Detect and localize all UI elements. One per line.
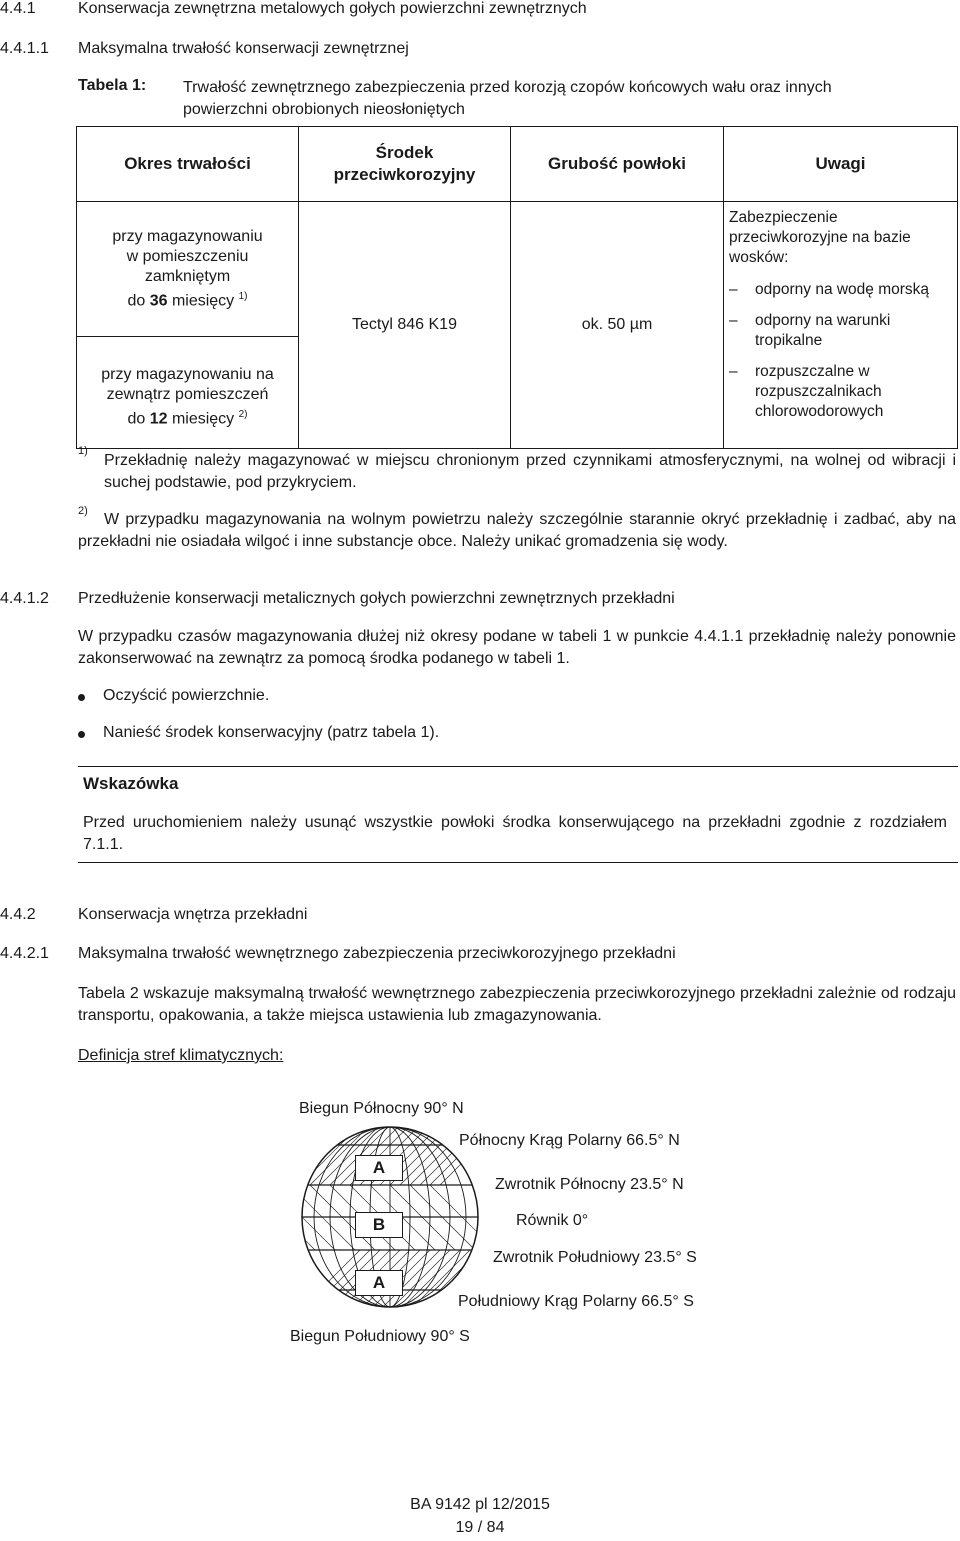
arctic-circle-label: Północny Krąg Polarny 66.5° N	[459, 1132, 680, 1149]
tropic-of-cancer-label: Zwrotnik Północny 23.5° N	[495, 1176, 684, 1193]
section-number: 4.4.1.2	[0, 590, 49, 607]
table-1-caption	[183, 77, 832, 121]
remark-item: – odporny na wodę morską	[729, 280, 949, 300]
table-1-caption-line: Trwałość zewnętrznego zabezpieczenia przed korozją czopów końcowych wału oraz innych	[183, 79, 832, 96]
hint-title: Wskazówka	[83, 774, 179, 793]
hint-text: Przed uruchomieniem należy usunąć wszystkie powłoki środka konserwującego na przekładni zgodnie z rozdziałem 7.1.1.	[83, 814, 947, 853]
duration-months: 36	[149, 292, 168, 310]
south-pole-label: Biegun Południowy 90° S	[290, 1328, 470, 1345]
table-1-label: Tabela 1:	[78, 77, 147, 94]
period-line: przy magazynowaniu na	[101, 366, 274, 383]
agent-cell: Tectyl 846 K19	[299, 202, 511, 449]
footnote-mark: 1)	[78, 445, 88, 457]
hint-bottom-rule	[78, 862, 958, 863]
header-agent: Środek przeciwkorozyjny	[299, 127, 511, 202]
period-line: w pomieszczeniu	[126, 247, 249, 265]
paragraph-4-4-2-1: Tabela 2 wskazuje maksymalną trwałość wewnętrznego zabezpieczenia przeciwkorozyjnego przekładni zależnie od rodzaju transportu, opakowania, a także miejsca ustawienia lub zmagazynowania.	[78, 985, 956, 1024]
bullet-text: Nanieść środek konserwacyjny (patrz tabela 1).	[103, 724, 440, 741]
bullet-text: Oczyścić powierzchnie.	[103, 687, 270, 704]
header-period: Okres trwałości	[77, 127, 299, 202]
header-thickness: Grubość powłoki	[511, 127, 724, 202]
footer-doc-id: BA 9142 pl 12/2015	[410, 1496, 550, 1513]
period-line: przy magazynowaniu	[112, 227, 263, 245]
remarks-cell	[724, 202, 958, 449]
header-remarks: Uwagi	[724, 127, 958, 202]
period-duration	[78, 287, 297, 311]
bullet-dot	[78, 694, 85, 701]
remark-item: – rozpuszczalne w rozpuszczalnikach chlorowodorowych	[729, 362, 949, 422]
duration-unit: miesięcy	[167, 292, 239, 310]
footnote-2: W przypadku magazynowania na wolnym powietrzu należy szczególnie starannie okryć przekładnię i zadbać, aby na przekładni nie osiadała wilgoć i inne substancje obce. Należy unikać gromadzenia się wody.	[78, 511, 956, 550]
period-line: zewnątrz pomieszczeń	[106, 386, 269, 403]
remark-item: – odporny na warunki tropikalne	[729, 311, 949, 351]
climate-zones-definition-title: Definicja stref klimatycznych:	[78, 1047, 284, 1064]
table-1-caption-line: powierzchni obrobionych nieosłoniętych	[183, 101, 465, 118]
footnote-ref: 2)	[238, 409, 248, 420]
hint-top-rule	[78, 766, 958, 767]
section-title: Przedłużenie konserwacji metalicznych gołych powierzchni zewnętrznych przekładni	[78, 590, 675, 607]
tropic-of-capricorn-label: Zwrotnik Południowy 23.5° S	[493, 1249, 697, 1266]
duration-prefix: do	[127, 292, 150, 310]
period-line: zamkniętym	[144, 267, 231, 285]
footnote-1: Przekładnię należy magazynować w miejscu chronionym przed czynnikami atmosferycznymi, na wolnej od wibracji i suchej podstawie, pod przykryciem.	[104, 452, 956, 491]
section-title: Maksymalna trwałość konserwacji zewnętrznej	[78, 40, 409, 57]
antarctic-circle-label: Południowy Krąg Polarny 66.5° S	[458, 1293, 694, 1310]
footer-page-number: 19 / 84	[455, 1519, 505, 1536]
section-number: 4.4.1.1	[0, 40, 49, 57]
section-number: 4.4.2.1	[0, 945, 49, 962]
duration-prefix: do	[127, 410, 150, 428]
zone-label-b: B	[355, 1212, 403, 1238]
equator-label: Równik 0°	[516, 1212, 589, 1229]
duration-months: 12	[149, 410, 168, 428]
zone-label-a-south: A	[355, 1270, 403, 1296]
zone-label-a-north: A	[355, 1155, 403, 1181]
footnote-mark: 2)	[78, 505, 88, 517]
table-1	[76, 126, 958, 449]
section-number: 4.4.1	[0, 0, 36, 17]
footnote-ref: 1)	[238, 290, 248, 302]
section-title: Konserwacja wnętrza przekładni	[78, 906, 308, 923]
section-title: Maksymalna trwałość wewnętrznego zabezpieczenia przeciwkorozyjnego przekładni	[78, 945, 676, 962]
bullet-dot	[78, 731, 85, 738]
period-indoor	[77, 202, 299, 337]
period-outdoor	[77, 337, 299, 449]
period-duration	[78, 405, 297, 429]
paragraph-4-4-1-2: W przypadku czasów magazynowania dłużej niż okresy podane w tabeli 1 w punkcie 4.4.1.1 przekładnię należy ponownie zakonserwować na zewnątrz za pomocą środka podanego w tabeli 1.	[78, 628, 956, 667]
section-number: 4.4.2	[0, 906, 36, 923]
north-pole-label: Biegun Północny 90° N	[299, 1100, 464, 1117]
remarks-intro: Zabezpieczenie przeciwkorozyjne na bazie wosków:	[729, 209, 911, 266]
thickness-cell: ok. 50 µm	[511, 202, 724, 449]
section-title: Konserwacja zewnętrzna metalowych gołych powierzchni zewnętrznych	[78, 0, 587, 17]
duration-unit: miesięcy	[167, 410, 239, 428]
